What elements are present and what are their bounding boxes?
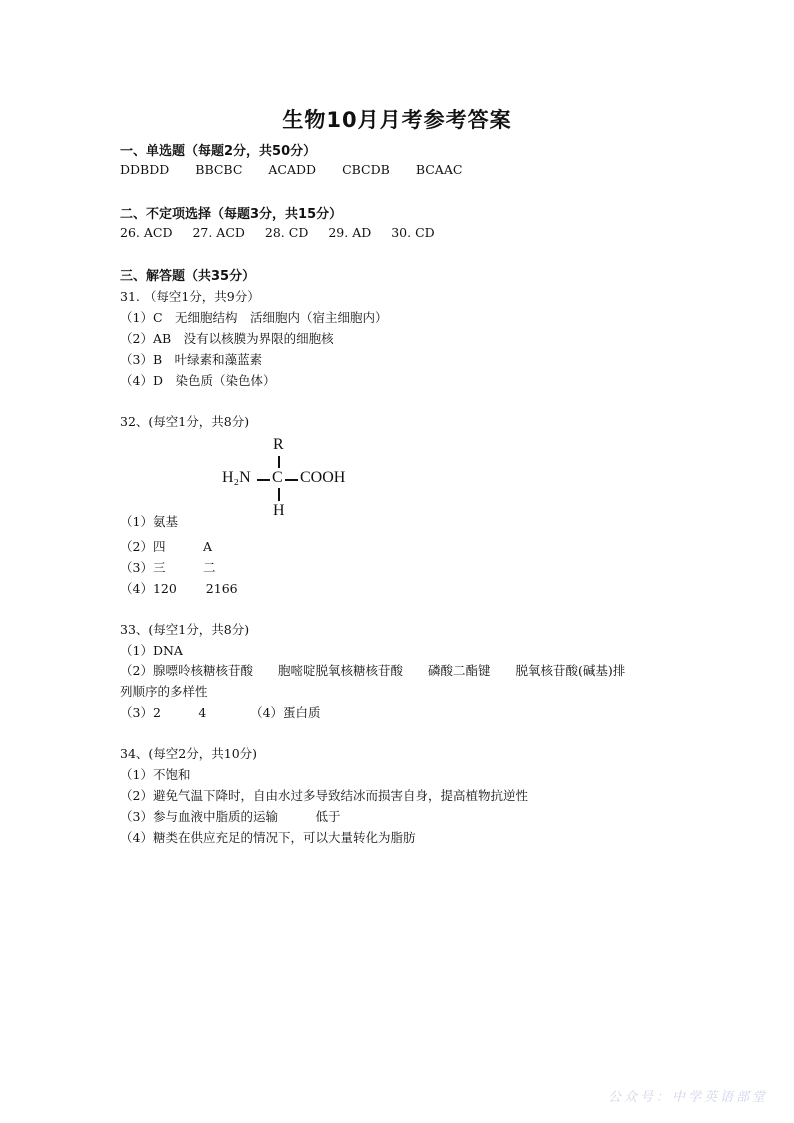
- formula-h2n: H₂N: [222, 469, 251, 486]
- q32-line: （3）三 二: [120, 560, 216, 575]
- answer-item: 27. ACD: [192, 225, 245, 240]
- section-2-heading: 二、不定项选择（每题3分，共15分）: [120, 207, 343, 222]
- answer-group: CBCDB: [342, 162, 390, 177]
- formula-r: R: [273, 436, 284, 453]
- answer-group: BCAAC: [415, 162, 463, 177]
- q33-line: 列顺序的多样性: [120, 684, 208, 699]
- q33-line: （2）腺嘌呤核糖核苷酸 胞嘧啶脱氧核糖核苷酸 磷酸二酯键 脱氧核苷酸(碱基)排: [120, 663, 626, 678]
- answer-item: 28. CD: [264, 225, 309, 240]
- q31-head: 31. （每空1分，共9分）: [120, 289, 260, 304]
- section-2-answers: [120, 225, 435, 240]
- q32-head: 32、(每空1分，共8分): [120, 414, 250, 429]
- bond-top: [278, 456, 280, 468]
- bond-bottom: [278, 488, 280, 501]
- q34-line: （4）糖类在供应充足的情况下，可以大量转化为脂肪: [120, 830, 416, 845]
- amino-acid-structure: [222, 436, 362, 522]
- bond-left: [257, 479, 270, 481]
- answer-item: 29. AD: [328, 225, 372, 240]
- answer-item: 26. ACD: [120, 225, 173, 240]
- q34-line: （3）参与血液中脂质的运输 低于: [120, 809, 341, 824]
- section-3-heading: 三、解答题（共35分）: [120, 269, 256, 284]
- q33-line: （1）DNA: [120, 643, 183, 658]
- q31-line: （4）D 染色质（染色体）: [120, 373, 276, 388]
- page-title: 生物10月月考参考答案: [282, 108, 512, 132]
- q32-line: （1）氨基: [120, 514, 178, 529]
- q31-line: （1）C 无细胞结构 活细胞内（宿主细胞内）: [120, 310, 388, 325]
- q34-head: 34、(每空2分，共10分): [120, 746, 258, 761]
- q34-line: （2）避免气温下降时，自由水过多导致结冰而损害自身，提高植物抗逆性: [120, 788, 528, 803]
- q32-line: （2）四 A: [120, 539, 212, 554]
- q33-line: （3）2 4 （4）蛋白质: [120, 705, 321, 720]
- q34-line: （1）不饱和: [120, 767, 191, 782]
- section-1-answers: [120, 162, 462, 177]
- answer-group: ACADD: [268, 162, 317, 177]
- answer-group: BBCBC: [195, 162, 243, 177]
- q31-line: （3）B 叶绿素和藻蓝素: [120, 352, 263, 367]
- answer-group: DDBDD: [120, 162, 170, 177]
- q31-line: （2）AB 没有以核膜为界限的细胞核: [120, 331, 334, 346]
- section-1-heading: 一、单选题（每题2分，共50分）: [120, 144, 317, 159]
- q32-line: （4）120 2166: [120, 581, 238, 596]
- formula-h: H: [273, 502, 285, 519]
- formula-cooh: COOH: [300, 469, 346, 486]
- formula-c: C: [272, 469, 283, 486]
- bond-right: [285, 479, 298, 481]
- answer-item: 30. CD: [391, 225, 435, 240]
- watermark: 公众号：中学英语部堂: [608, 1090, 769, 1105]
- q33-head: 33、(每空1分，共8分): [120, 622, 250, 637]
